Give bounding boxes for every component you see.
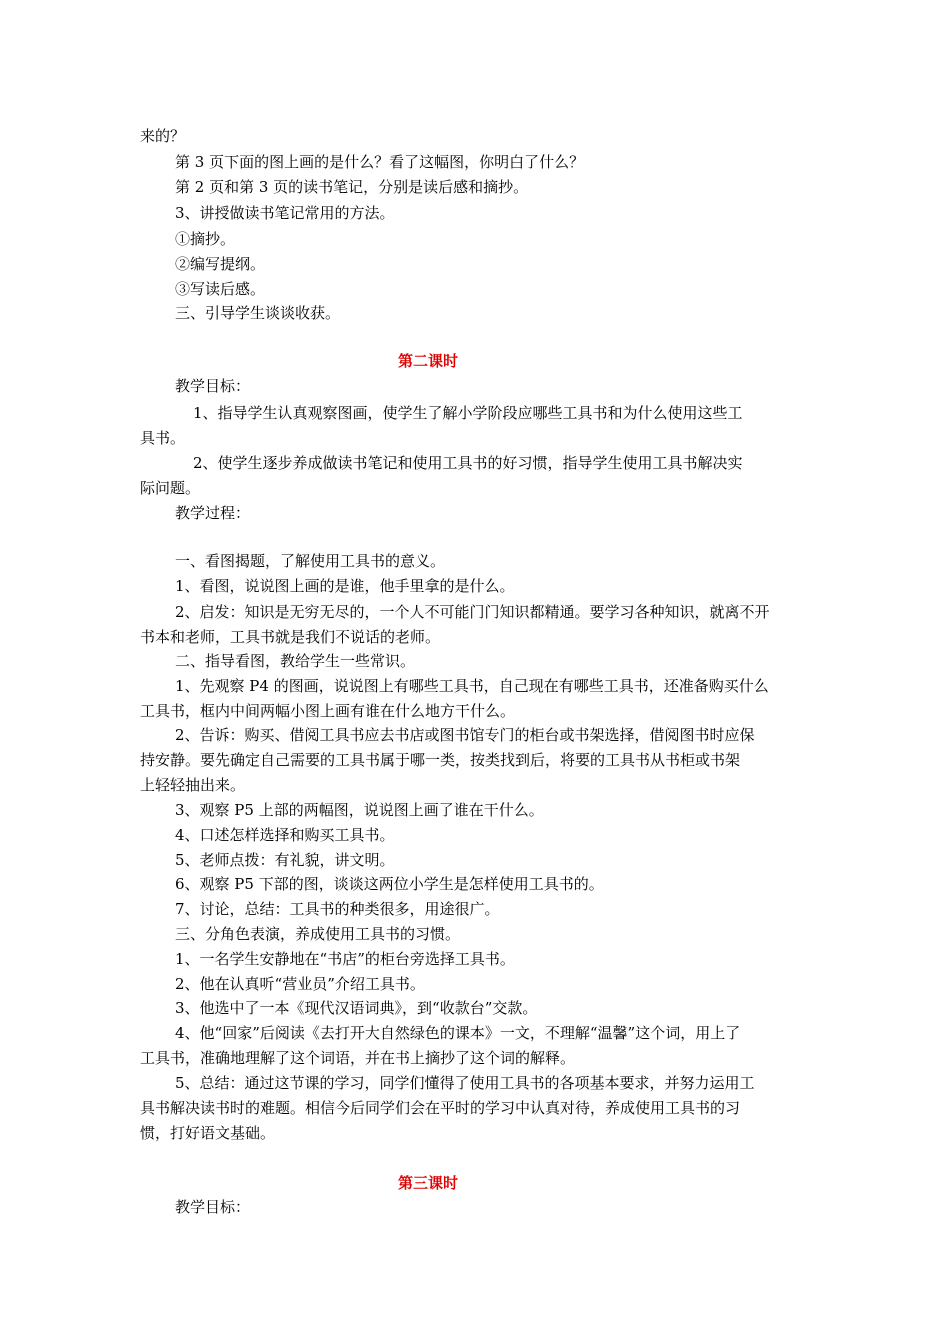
text-line: 工具书，准确地理解了这个词语，并在书上摘抄了这个词的解释。 (140, 1049, 576, 1067)
text-line: 教学目标： (175, 1198, 251, 1216)
text-line: 三、引导学生谈谈收获。 (175, 304, 341, 322)
text-line: 2、启发：知识是无穷无尽的，一个人不可能门门知识都精通。要学习各种知识，就离不开 (175, 603, 770, 621)
text-line: 2、告诉：购买、借阅工具书应去书店或图书馆专门的柜台或书架选择，借阅图书时应保 (175, 726, 755, 744)
text-line: 来的？ (140, 127, 186, 145)
section-heading: 第二课时 (398, 352, 459, 370)
text-line: 惯，打好语文基础。 (140, 1124, 276, 1142)
text-line: 第 3 页下面的图上画的是什么？看了这幅图，你明白了什么？ (175, 153, 585, 171)
text-line: 1、先观察 P4 的图画，说说图上有哪些工具书，自己现在有哪些工具书，还准备购买什么 (175, 677, 769, 695)
text-line: 二、指导看图，教给学生一些常识。 (175, 652, 416, 670)
text-line: 持安静。要先确定自己需要的工具书属于哪一类，按类找到后，将要的工具书从书柜或书架 (140, 751, 741, 769)
text-line: 教学目标： (175, 377, 251, 395)
text-line: 2、使学生逐步养成做读书笔记和使用工具书的好习惯，指导学生使用工具书解决实 (193, 454, 743, 472)
text-line: 三、分角色表演，养成使用工具书的习惯。 (175, 925, 461, 943)
text-line: 4、他“回家”后阅读《去打开大自然绿色的课本》一文，不理解“温馨”这个词，用上了 (175, 1024, 741, 1042)
text-line: ①摘抄。 (175, 230, 236, 248)
text-line: 教学过程： (175, 504, 251, 522)
text-line: 1、指导学生认真观察图画，使学生了解小学阶段应哪些工具书和为什么使用这些工 (193, 404, 743, 422)
text-line: 3、讲授做读书笔记常用的方法。 (175, 204, 395, 222)
text-line: 具书。 (140, 429, 186, 447)
text-line: 上轻轻抽出来。 (140, 776, 246, 794)
text-line: 3、他选中了一本《现代汉语词典》，到“收款台”交款。 (175, 999, 538, 1017)
section-heading: 第三课时 (398, 1174, 459, 1192)
text-line: 一、看图揭题，了解使用工具书的意义。 (175, 552, 446, 570)
text-line: 6、观察 P5 下部的图，谈谈这两位小学生是怎样使用工具书的。 (175, 875, 604, 893)
text-line: 7、讨论，总结：工具书的种类很多，用途很广。 (175, 900, 500, 918)
text-line: 2、他在认真听“营业员”介绍工具书。 (175, 975, 425, 993)
text-line: 工具书，框内中间两幅小图上画有谁在什么地方干什么。 (140, 702, 516, 720)
text-line: 5、老师点拨：有礼貌，讲文明。 (175, 851, 395, 869)
text-line: 5、总结：通过这节课的学习，同学们懂得了使用工具书的各项基本要求，并努力运用工 (175, 1074, 755, 1092)
text-line: 际问题。 (140, 479, 201, 497)
text-line: ③写读后感。 (175, 280, 266, 298)
text-line: 书本和老师，工具书就是我们不说话的老师。 (140, 628, 441, 646)
text-line: 1、一名学生安静地在“书店”的柜台旁选择工具书。 (175, 950, 515, 968)
text-line: 3、观察 P5 上部的两幅图，说说图上画了谁在干什么。 (175, 801, 544, 819)
text-line: 4、口述怎样选择和购买工具书。 (175, 826, 395, 844)
text-line: ②编写提纲。 (175, 255, 266, 273)
text-line: 第 2 页和第 3 页的读书笔记，分别是读后感和摘抄。 (175, 178, 529, 196)
text-line: 1、看图，说说图上画的是谁，他手里拿的是什么。 (175, 577, 515, 595)
text-line: 具书解决读书时的难题。相信今后同学们会在平时的学习中认真对待，养成使用工具书的习 (140, 1099, 741, 1117)
